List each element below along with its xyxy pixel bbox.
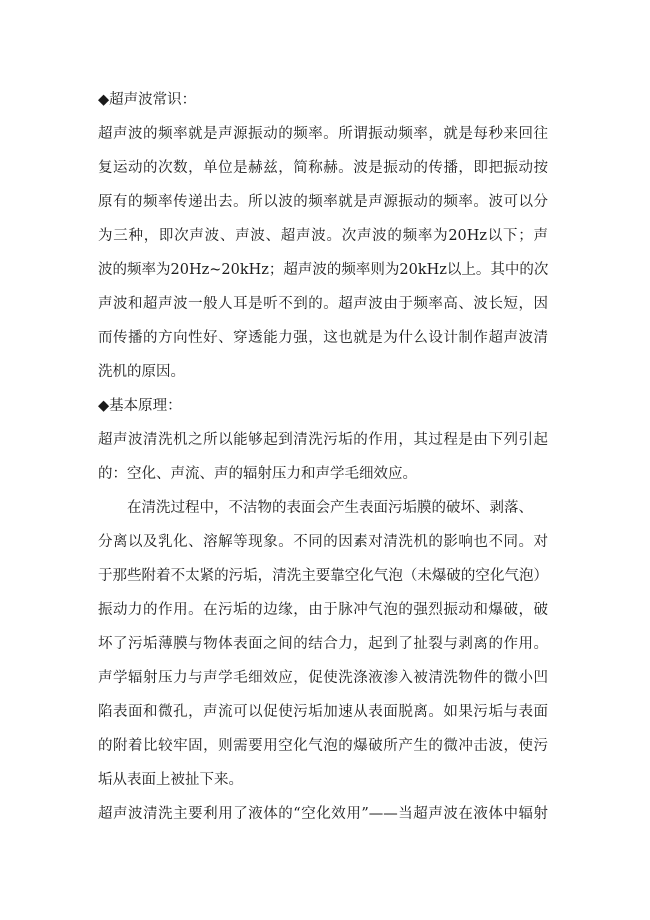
- paragraph-line: 洗机的原因。: [98, 364, 185, 380]
- paragraph-line: 超声波清洗机之所以能够起到清洗污垢的作用，其过程是由下列引起: [98, 432, 548, 448]
- paragraph-line-indented: 在清洗过程中，不洁物的表面会产生表面污垢膜的破坏、剥落、: [127, 500, 533, 516]
- section-heading-basic-principle: ◆基本原理：: [98, 398, 182, 414]
- paragraph-line: 超声波的频率就是声源振动的频率。所谓振动频率，就是每秒来回往: [98, 126, 548, 142]
- paragraph-line: 而传播的方向性好、穿透能力强，这也就是为什么设计制作超声波清: [98, 330, 548, 346]
- paragraph-line: 超声波清洗主要利用了液体的“空化效用”——当超声波在液体中辐射: [98, 806, 548, 822]
- section-heading-ultrasonic-basics: ◆超声波常识：: [98, 92, 197, 108]
- paragraph-line: 原有的频率传递出去。所以波的频率就是声源振动的频率。波可以分: [98, 194, 548, 210]
- paragraph-line: 垢从表面上被扯下来。: [98, 772, 243, 788]
- paragraph-line: 为三种，即次声波、声波、超声波。次声波的频率为20Hz以下；声: [98, 228, 548, 244]
- paragraph-line: 于那些附着不太紧的污垢，清洗主要靠空化气泡（未爆破的空化气泡）: [98, 568, 548, 584]
- paragraph-line: 陷表面和微孔，声流可以促使污垢加速从表面脱离。如果污垢与表面: [98, 704, 548, 720]
- paragraph-line: 的附着比较牢固，则需要用空化气泡的爆破所产生的微冲击波，使污: [98, 738, 548, 754]
- paragraph-line: 复运动的次数，单位是赫兹，简称赫。波是振动的传播，即把振动按: [98, 160, 548, 176]
- paragraph-line: 坏了污垢薄膜与物体表面之间的结合力，起到了扯裂与剥离的作用。: [98, 636, 548, 652]
- document-page: [98, 83, 548, 831]
- paragraph-line: 的：空化、声流、声的辐射压力和声学毛细效应。: [98, 466, 417, 482]
- paragraph-line: 分离以及乳化、溶解等现象。不同的因素对清洗机的影响也不同。对: [98, 534, 548, 550]
- paragraph-line: 声学辐射压力与声学毛细效应，促使洗涤液渗入被清洗物件的微小凹: [98, 670, 548, 686]
- paragraph-line: 振动力的作用。在污垢的边缘，由于脉冲气泡的强烈振动和爆破，破: [98, 602, 548, 618]
- paragraph-line: 声波和超声波一般人耳是听不到的。超声波由于频率高、波长短，因: [98, 296, 548, 312]
- paragraph-line: 波的频率为20Hz~20kHz；超声波的频率则为20kHz以上。其中的次: [98, 262, 549, 278]
